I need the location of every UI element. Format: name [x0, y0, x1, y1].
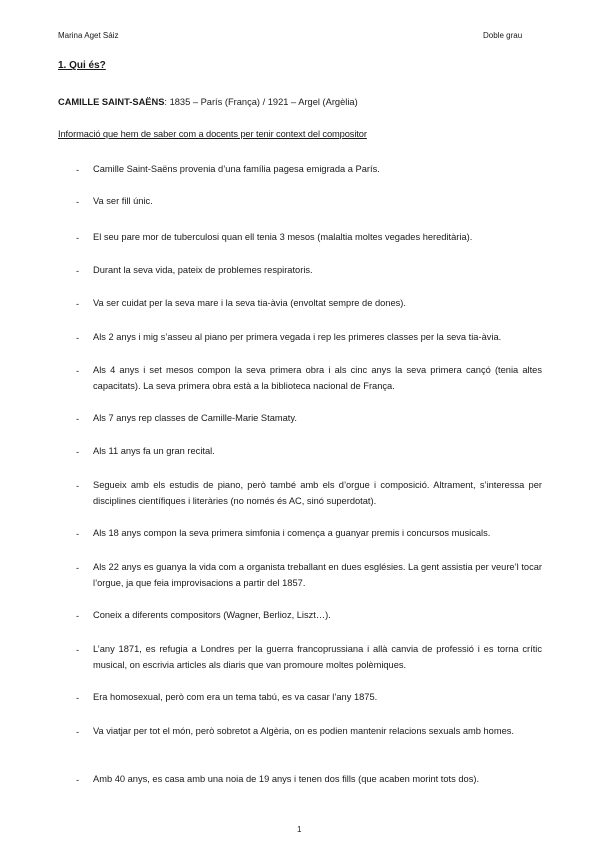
bullet-dash: - — [76, 645, 80, 655]
bullet-text: Als 11 anys fa un gran recital. — [93, 446, 215, 456]
bullet-text: Coneix a diferents compositors (Wagner, Berlioz, Liszt…). — [93, 610, 331, 620]
bullet-dash: - — [76, 481, 80, 491]
bullet-dash: - — [76, 693, 80, 703]
bullet-text: Als 2 anys i mig s’asseu al piano per primera vegada i rep les primeres classes per la seva tia-àvia. — [93, 332, 502, 342]
section-title: 1. Qui és? — [58, 60, 106, 71]
bullet-text: Era homosexual, però com era un tema tabú, es va casar l’any 1875. — [93, 692, 378, 702]
bullet-dash: - — [76, 266, 80, 276]
bullet-dash: - — [76, 299, 80, 309]
bullet-text: Segueix amb els estudis de piano, però també amb els d’orgue i composició. Altrament, s’interessa per disciplines científiques i literàries (no només és AC, sinó superdotat). — [93, 480, 542, 506]
bullet-text: Als 18 anys compon la seva primera simfonia i comença a guanyar premis i concursos musicals. — [93, 528, 491, 538]
bullet-dash: - — [76, 563, 80, 573]
header-author: Marina Aget Sáiz — [58, 31, 119, 40]
bullet-text: Durant la seva vida, pateix de problemes respiratoris. — [93, 265, 313, 275]
composer-line — [58, 97, 358, 107]
bullet-dash: - — [76, 333, 80, 343]
bullet-dash: - — [76, 197, 80, 207]
bullet-dash: - — [76, 727, 80, 737]
bullet-text: L’any 1871, es refugia a Londres per la guerra francoprussiana i allà canvia de professió i es torna crític musical, on escrivia articles als diaris que van promoure moltes polèmiques. — [93, 644, 542, 670]
context-subheading: Informació que hem de saber com a docents per tenir context del compositor — [58, 129, 367, 139]
bullet-text: Amb 40 anys, es casa amb una noia de 19 anys i tenen dos fills (que acaben morint tots dos). — [93, 774, 480, 784]
bullet-dash: - — [76, 366, 80, 376]
bullet-dash: - — [76, 414, 80, 424]
bullet-text: Va ser cuidat per la seva mare i la seva tia-àvia (envoltat sempre de dones). — [93, 298, 406, 308]
bullet-dash: - — [76, 233, 80, 243]
bullet-dash: - — [76, 165, 80, 175]
composer-dates: : 1835 – París (França) / 1921 – Argel (Argèlia) — [164, 97, 358, 107]
bullet-text: Va viatjar per tot el món, però sobretot a Algèria, on es podien mantenir relacions sexuals amb homes. — [93, 726, 514, 736]
bullet-text: Als 22 anys es guanya la vida com a organista treballant en dues esglésies. La gent assistia per veure’l tocar l’orgue, ja que feia improvisacions a partir del 1857. — [93, 562, 542, 588]
header-degree: Doble grau — [483, 31, 523, 40]
bullet-dash: - — [76, 611, 80, 621]
composer-name: CAMILLE SAINT-SAËNS — [58, 97, 165, 107]
bullet-text: Camille Saint-Saëns provenia d’una família pagesa emigrada a París. — [93, 164, 380, 174]
bullet-text: Als 4 anys i set mesos compon la seva primera obra i als cinc anys la seva primera cançó (tenia altes capacitats). La seva primera obra està a la biblioteca nacional de França. — [93, 365, 542, 391]
bullet-text: Va ser fill únic. — [93, 196, 153, 206]
bullet-dash: - — [76, 529, 80, 539]
bullet-dash: - — [76, 775, 80, 785]
bullet-text: El seu pare mor de tuberculosi quan ell tenia 3 mesos (malaltia moltes vegades hereditària). — [93, 232, 473, 242]
page-number: 1 — [297, 825, 302, 834]
bullet-dash: - — [76, 447, 80, 457]
bullet-text: Als 7 anys rep classes de Camille-Marie Stamaty. — [93, 413, 297, 423]
